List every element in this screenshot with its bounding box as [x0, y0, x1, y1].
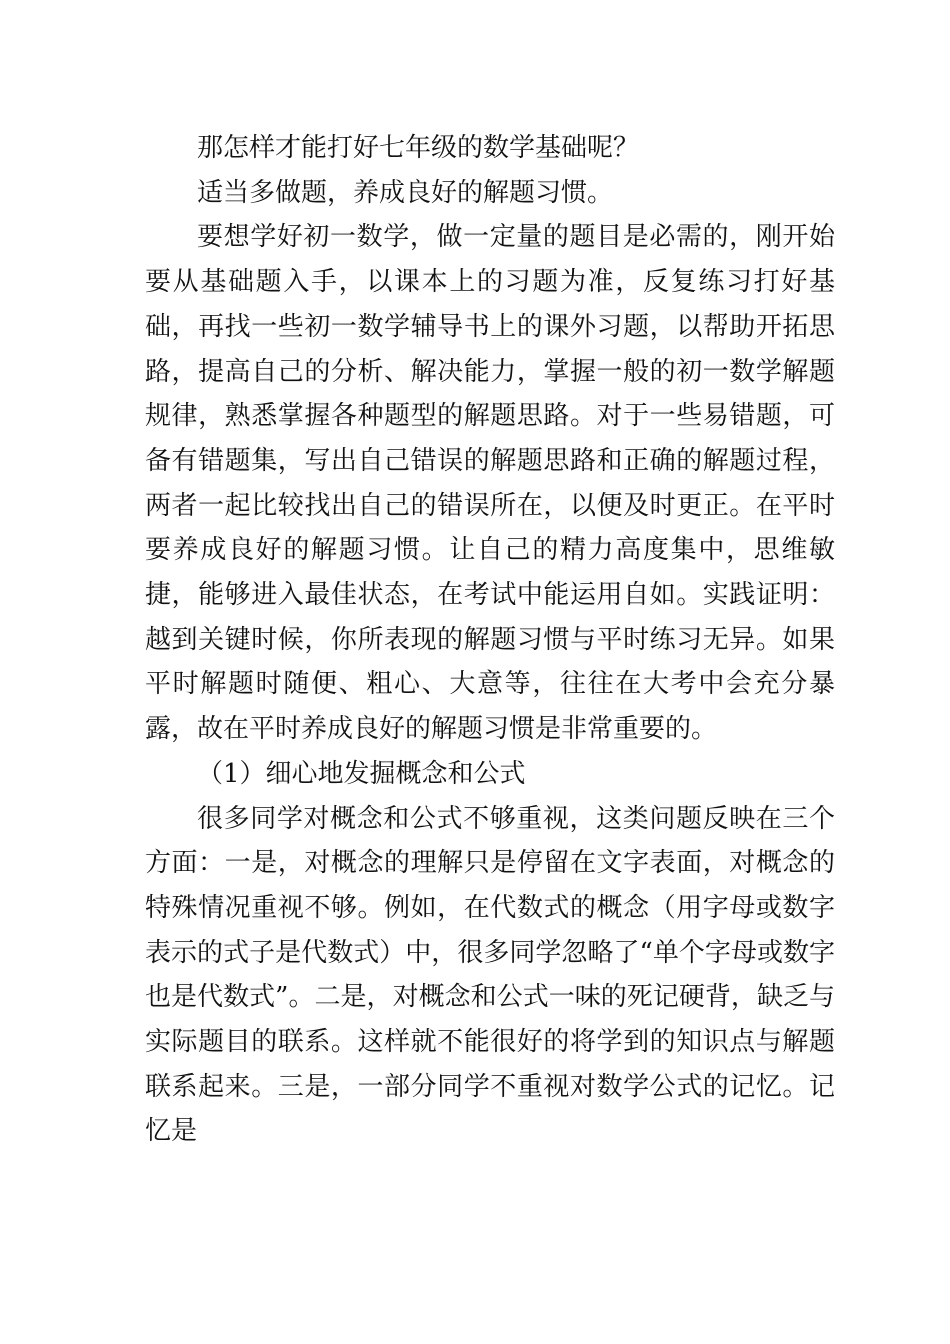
answer-summary-paragraph: 适当多做题，养成良好的解题习惯。	[197, 177, 614, 208]
question-paragraph: 那怎样才能打好七年级的数学基础呢？	[197, 133, 640, 163]
practice-paragraph: 要想学好初一数学，做一定量的题目是必需的，刚开始要从基础题入手，以课本上的习题为准，反复练习打好基础，再找一些初一数学辅导书上的课外习题，以帮助开拓思路，提高自己的分析、解决能力，掌握一般的初一数学解题规律，熟悉掌握各种题型的解题思路。对于一些易错题，可备有错题集，写出自己错误的解题思路和正确的解题过程，两者一起比较找出自己的错误所在，以便及时更正。在平时要养成良好的解题习惯。让自己的精力高度集中，思维敏捷，能够进入最佳状态，在考试中能运用自如。实践证明：越到关键时候，你所表现的解题习惯与平时练习无异。如果平时解题时随便、粗心、大意等，往往在大考中会充分暴露，故在平时养成良好的解题习惯是非常重要的。	[145, 222, 835, 745]
concepts-paragraph: 很多同学对概念和公式不够重视，这类问题反映在三个方面：一是，对概念的理解只是停留在文字表面，对概念的特殊情况重视不够。例如，在代数式的概念（用字母或数字表示的式子是代数式）中，很多同学忽略了“单个字母或数字也是代数式”。二是，对概念和公式一味的死记硬背，缺乏与实际题目的联系。这样就不能很好的将学到的知识点与解题联系起来。三是，一部分同学不重视对数学公式的记忆。记忆是	[145, 803, 835, 1147]
document-body	[145, 126, 835, 1154]
section-heading: （1）细心地发掘概念和公式	[197, 758, 526, 789]
